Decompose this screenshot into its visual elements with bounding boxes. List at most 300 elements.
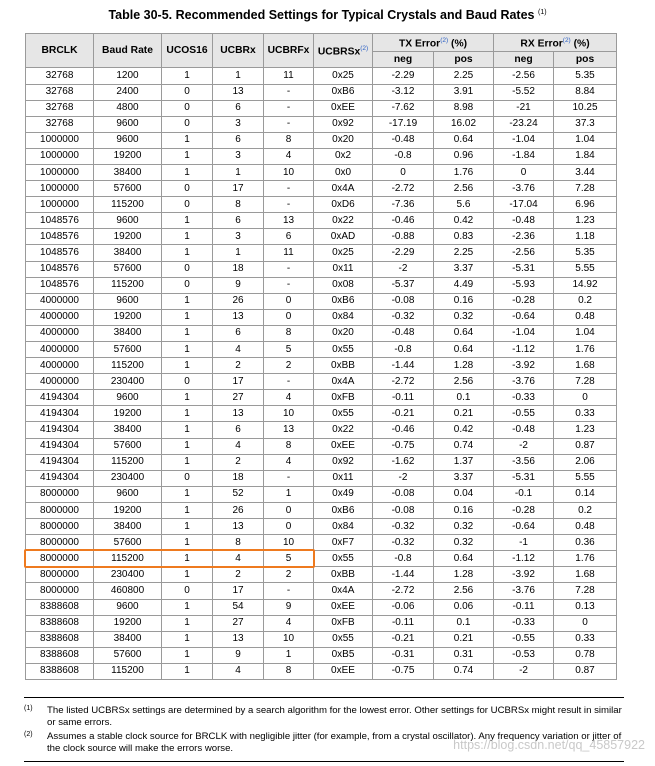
cell-ucbrx: 52 (213, 486, 264, 502)
header-ucos16: UCOS16 (162, 34, 213, 68)
table-row (26, 213, 617, 229)
cell-ucos16: 1 (162, 132, 213, 148)
cell-tx-neg: -0.11 (373, 615, 434, 631)
cell-brclk: 8388608 (26, 647, 94, 663)
cell-ucbrx: 3 (213, 148, 264, 164)
cell-ucbrsx: 0xAD (314, 229, 373, 245)
cell-ucbrfx: 10 (264, 631, 314, 647)
cell-rx-neg: -0.55 (494, 406, 554, 422)
header-tx-error-unit: (%) (451, 38, 468, 50)
cell-baud-rate: 57600 (94, 647, 162, 663)
cell-ucbrx: 13 (213, 309, 264, 325)
cell-tx-neg: -0.75 (373, 663, 434, 679)
cell-ucbrfx: 0 (264, 309, 314, 325)
cell-brclk: 8388608 (26, 663, 94, 679)
cell-ucbrx: 13 (213, 406, 264, 422)
cell-baud-rate: 9600 (94, 486, 162, 502)
cell-ucos16: 1 (162, 631, 213, 647)
cell-ucbrsx: 0xEE (314, 663, 373, 679)
table-row (26, 438, 617, 454)
table-row (26, 422, 617, 438)
cell-baud-rate: 2400 (94, 84, 162, 100)
table-row (26, 181, 617, 197)
cell-ucos16: 1 (162, 309, 213, 325)
cell-tx-neg: -2.72 (373, 374, 434, 390)
cell-tx-pos: 0.21 (434, 406, 494, 422)
cell-tx-neg: -0.32 (373, 519, 434, 535)
cell-ucbrx: 4 (213, 438, 264, 454)
cell-ucbrsx: 0x11 (314, 261, 373, 277)
cell-ucbrx: 6 (213, 422, 264, 438)
cell-rx-neg: -1.04 (494, 325, 554, 341)
cell-ucbrfx: - (264, 197, 314, 213)
cell-ucbrx: 1 (213, 164, 264, 180)
cell-tx-neg: -17.19 (373, 116, 434, 132)
cell-brclk: 8000000 (26, 502, 94, 518)
cell-brclk: 4194304 (26, 422, 94, 438)
cell-ucos16: 1 (162, 422, 213, 438)
cell-baud-rate: 115200 (94, 358, 162, 374)
cell-tx-neg: -0.08 (373, 486, 434, 502)
cell-baud-rate: 9600 (94, 132, 162, 148)
cell-rx-neg: -3.76 (494, 181, 554, 197)
cell-rx-pos: 5.35 (554, 68, 617, 84)
cell-ucbrsx: 0xB6 (314, 502, 373, 518)
cell-ucbrx: 13 (213, 84, 264, 100)
cell-ucbrfx: - (264, 116, 314, 132)
cell-tx-pos: 2.56 (434, 583, 494, 599)
cell-ucbrx: 4 (213, 342, 264, 358)
cell-tx-neg: -3.12 (373, 84, 434, 100)
header-ucbrfx: UCBRFx (264, 34, 314, 68)
cell-rx-neg: -2.56 (494, 68, 554, 84)
cell-rx-pos: 1.04 (554, 325, 617, 341)
cell-baud-rate: 230400 (94, 470, 162, 486)
cell-ucbrx: 27 (213, 390, 264, 406)
cell-ucos16: 1 (162, 535, 213, 551)
cell-ucbrfx: 1 (264, 486, 314, 502)
cell-ucos16: 0 (162, 374, 213, 390)
cell-baud-rate: 115200 (94, 663, 162, 679)
cell-rx-pos: 1.68 (554, 358, 617, 374)
cell-tx-pos: 0.32 (434, 535, 494, 551)
cell-rx-neg: -1.84 (494, 148, 554, 164)
cell-ucbrsx: 0x2 (314, 148, 373, 164)
table-row (26, 293, 617, 309)
cell-ucbrsx: 0xEE (314, 599, 373, 615)
cell-rx-neg: -2 (494, 663, 554, 679)
cell-baud-rate: 19200 (94, 229, 162, 245)
cell-tx-neg: -0.8 (373, 148, 434, 164)
cell-baud-rate: 38400 (94, 519, 162, 535)
footnote-1-mark: (1) (24, 705, 33, 712)
cell-ucbrsx: 0xFB (314, 615, 373, 631)
baud-rate-table (25, 33, 617, 680)
cell-rx-neg: -5.31 (494, 261, 554, 277)
cell-tx-pos: 1.76 (434, 164, 494, 180)
cell-rx-neg: -3.92 (494, 358, 554, 374)
cell-ucbrfx: - (264, 100, 314, 116)
cell-rx-pos: 0.2 (554, 293, 617, 309)
cell-ucbrfx: 10 (264, 406, 314, 422)
cell-ucbrfx: 5 (264, 551, 314, 567)
cell-rx-neg: -3.56 (494, 454, 554, 470)
cell-tx-pos: 0.32 (434, 309, 494, 325)
cell-baud-rate: 19200 (94, 406, 162, 422)
cell-brclk: 1000000 (26, 197, 94, 213)
table-row (26, 647, 617, 663)
cell-rx-neg: -0.48 (494, 422, 554, 438)
cell-ucbrsx: 0x4A (314, 374, 373, 390)
cell-tx-pos: 0.16 (434, 293, 494, 309)
cell-brclk: 4194304 (26, 390, 94, 406)
header-rx-error (494, 34, 617, 52)
cell-ucbrsx: 0x11 (314, 470, 373, 486)
cell-rx-pos: 8.84 (554, 84, 617, 100)
cell-brclk: 1000000 (26, 132, 94, 148)
cell-ucbrfx: 6 (264, 229, 314, 245)
cell-rx-pos: 0.2 (554, 502, 617, 518)
cell-ucos16: 1 (162, 325, 213, 341)
cell-ucbrx: 9 (213, 647, 264, 663)
cell-ucbrfx: 13 (264, 213, 314, 229)
cell-brclk: 1048576 (26, 277, 94, 293)
table-row (26, 100, 617, 116)
cell-baud-rate: 57600 (94, 181, 162, 197)
cell-tx-pos: 0.1 (434, 615, 494, 631)
cell-tx-neg: -2.29 (373, 68, 434, 84)
cell-rx-pos: 0.87 (554, 438, 617, 454)
cell-tx-neg: -1.62 (373, 454, 434, 470)
cell-ucbrx: 18 (213, 261, 264, 277)
cell-rx-pos: 1.84 (554, 148, 617, 164)
cell-ucbrfx: 8 (264, 325, 314, 341)
cell-rx-pos: 5.35 (554, 245, 617, 261)
table-row (26, 261, 617, 277)
cell-rx-neg: -1.12 (494, 551, 554, 567)
cell-baud-rate: 9600 (94, 293, 162, 309)
cell-tx-pos: 0.1 (434, 390, 494, 406)
cell-ucbrfx: 0 (264, 519, 314, 535)
cell-baud-rate: 57600 (94, 342, 162, 358)
cell-tx-pos: 0.64 (434, 325, 494, 341)
cell-tx-pos: 2.56 (434, 374, 494, 390)
footnote-1-text: The listed UCBRSx settings are determined by a search algorithm for the lowest error. Other settings for UCBRSx might result in similar or same errors. (47, 705, 622, 728)
cell-brclk: 8000000 (26, 551, 94, 567)
cell-rx-pos: 1.04 (554, 132, 617, 148)
cell-brclk: 8388608 (26, 599, 94, 615)
cell-tx-neg: -0.08 (373, 293, 434, 309)
cell-ucbrfx: 8 (264, 132, 314, 148)
table-row (26, 164, 617, 180)
cell-rx-neg: -21 (494, 100, 554, 116)
header-tx-error-ref: (2) (440, 37, 449, 44)
cell-tx-neg: -0.48 (373, 325, 434, 341)
cell-ucbrx: 6 (213, 325, 264, 341)
cell-tx-pos: 0.64 (434, 551, 494, 567)
cell-ucbrx: 6 (213, 132, 264, 148)
cell-brclk: 8000000 (26, 486, 94, 502)
cell-tx-pos: 0.42 (434, 213, 494, 229)
header-rx-error-ref: (2) (562, 37, 571, 44)
cell-ucbrsx: 0x55 (314, 342, 373, 358)
table-row (26, 519, 617, 535)
cell-baud-rate: 9600 (94, 599, 162, 615)
cell-ucbrsx: 0xF7 (314, 535, 373, 551)
footnote-divider (24, 697, 624, 698)
cell-ucos16: 1 (162, 390, 213, 406)
cell-baud-rate: 19200 (94, 148, 162, 164)
cell-ucbrx: 4 (213, 663, 264, 679)
table-row (26, 615, 617, 631)
cell-ucos16: 1 (162, 148, 213, 164)
cell-rx-neg: -3.76 (494, 583, 554, 599)
cell-ucbrfx: - (264, 277, 314, 293)
table-row (26, 454, 617, 470)
cell-brclk: 32768 (26, 68, 94, 84)
cell-baud-rate: 460800 (94, 583, 162, 599)
cell-ucbrfx: 5 (264, 342, 314, 358)
cell-rx-neg: -0.48 (494, 213, 554, 229)
cell-rx-pos: 37.3 (554, 116, 617, 132)
cell-brclk: 4000000 (26, 374, 94, 390)
cell-ucbrx: 6 (213, 213, 264, 229)
cell-brclk: 4194304 (26, 406, 94, 422)
cell-rx-neg: -0.55 (494, 631, 554, 647)
cell-rx-pos: 1.76 (554, 551, 617, 567)
cell-ucbrx: 17 (213, 583, 264, 599)
cell-ucos16: 0 (162, 181, 213, 197)
table-row (26, 599, 617, 615)
cell-tx-pos: 0.04 (434, 486, 494, 502)
cell-ucbrfx: 8 (264, 663, 314, 679)
cell-brclk: 1048576 (26, 213, 94, 229)
cell-rx-neg: -5.93 (494, 277, 554, 293)
cell-ucbrsx: 0x0 (314, 164, 373, 180)
bottom-divider (24, 761, 624, 762)
cell-brclk: 8000000 (26, 519, 94, 535)
cell-ucos16: 1 (162, 164, 213, 180)
table-row (26, 342, 617, 358)
cell-brclk: 4000000 (26, 325, 94, 341)
cell-ucos16: 1 (162, 406, 213, 422)
cell-rx-pos: 0 (554, 390, 617, 406)
cell-rx-pos: 1.76 (554, 342, 617, 358)
cell-ucos16: 1 (162, 502, 213, 518)
cell-ucbrsx: 0xEE (314, 438, 373, 454)
cell-rx-pos: 0.14 (554, 486, 617, 502)
cell-tx-neg: -0.48 (373, 132, 434, 148)
cell-ucbrfx: - (264, 84, 314, 100)
cell-rx-neg: -0.33 (494, 390, 554, 406)
cell-ucbrsx: 0x55 (314, 631, 373, 647)
cell-ucos16: 1 (162, 567, 213, 583)
cell-ucbrx: 26 (213, 293, 264, 309)
cell-tx-neg: -7.36 (373, 197, 434, 213)
cell-baud-rate: 115200 (94, 551, 162, 567)
table-row (26, 116, 617, 132)
cell-tx-neg: -0.8 (373, 551, 434, 567)
cell-brclk: 32768 (26, 116, 94, 132)
cell-rx-neg: -0.28 (494, 293, 554, 309)
cell-ucbrsx: 0x20 (314, 325, 373, 341)
cell-baud-rate: 57600 (94, 535, 162, 551)
cell-rx-neg: -2.56 (494, 245, 554, 261)
cell-ucbrfx: 4 (264, 148, 314, 164)
cell-tx-neg: -2.29 (373, 245, 434, 261)
cell-baud-rate: 38400 (94, 245, 162, 261)
cell-ucbrsx: 0xBB (314, 358, 373, 374)
header-rx-neg: neg (494, 52, 554, 68)
cell-ucbrfx: 8 (264, 438, 314, 454)
cell-baud-rate: 19200 (94, 309, 162, 325)
cell-tx-neg: 0 (373, 164, 434, 180)
cell-ucbrfx: 4 (264, 454, 314, 470)
cell-baud-rate: 38400 (94, 325, 162, 341)
cell-brclk: 8388608 (26, 615, 94, 631)
cell-rx-neg: -23.24 (494, 116, 554, 132)
cell-baud-rate: 38400 (94, 164, 162, 180)
cell-tx-pos: 0.06 (434, 599, 494, 615)
table-row (26, 358, 617, 374)
cell-ucbrfx: - (264, 261, 314, 277)
cell-ucos16: 1 (162, 663, 213, 679)
cell-tx-pos: 0.64 (434, 342, 494, 358)
cell-tx-neg: -5.37 (373, 277, 434, 293)
cell-tx-neg: -0.21 (373, 406, 434, 422)
cell-ucbrx: 13 (213, 631, 264, 647)
header-rx-error-label: RX Error (520, 38, 563, 50)
footnote-2-text: Assumes a stable clock source for BRCLK with negligible jitter (for example, from a crystal oscillator). Any frequency variation or jitter of the clock source will make the errors worse. (47, 731, 622, 754)
cell-baud-rate: 19200 (94, 615, 162, 631)
cell-rx-neg: -3.76 (494, 374, 554, 390)
cell-rx-pos: 0.78 (554, 647, 617, 663)
cell-ucbrx: 3 (213, 116, 264, 132)
table-row (26, 68, 617, 84)
table-row (26, 374, 617, 390)
cell-ucbrsx: 0x84 (314, 309, 373, 325)
cell-rx-neg: -0.11 (494, 599, 554, 615)
table-row (26, 229, 617, 245)
cell-ucbrfx: 2 (264, 358, 314, 374)
cell-brclk: 1000000 (26, 164, 94, 180)
cell-tx-neg: -0.08 (373, 502, 434, 518)
cell-rx-neg: -1 (494, 535, 554, 551)
cell-ucos16: 0 (162, 583, 213, 599)
cell-ucbrfx: 13 (264, 422, 314, 438)
cell-rx-pos: 0 (554, 615, 617, 631)
cell-baud-rate: 115200 (94, 277, 162, 293)
cell-tx-pos: 5.6 (434, 197, 494, 213)
table-title-text: Table 30-5. Recommended Settings for Typical Crystals and Baud Rates (108, 8, 535, 22)
cell-tx-pos: 2.25 (434, 245, 494, 261)
cell-rx-pos: 0.33 (554, 631, 617, 647)
cell-tx-pos: 3.37 (434, 261, 494, 277)
cell-ucbrsx: 0x20 (314, 132, 373, 148)
cell-rx-pos: 7.28 (554, 374, 617, 390)
cell-rx-neg: -0.1 (494, 486, 554, 502)
cell-brclk: 1048576 (26, 261, 94, 277)
cell-tx-pos: 0.31 (434, 647, 494, 663)
cell-tx-pos: 0.32 (434, 519, 494, 535)
cell-tx-pos: 3.37 (434, 470, 494, 486)
cell-tx-neg: -2.72 (373, 181, 434, 197)
table-row (26, 486, 617, 502)
cell-tx-neg: -1.44 (373, 567, 434, 583)
cell-ucbrfx: - (264, 470, 314, 486)
cell-tx-pos: 0.74 (434, 438, 494, 454)
header-ucbrsx-ref: (2) (360, 45, 369, 52)
cell-ucbrfx: - (264, 374, 314, 390)
cell-rx-pos: 1.23 (554, 422, 617, 438)
cell-ucbrfx: 0 (264, 502, 314, 518)
cell-ucos16: 1 (162, 454, 213, 470)
cell-ucbrsx: 0x4A (314, 583, 373, 599)
cell-ucbrsx: 0xD6 (314, 197, 373, 213)
cell-ucos16: 1 (162, 213, 213, 229)
cell-ucbrx: 9 (213, 277, 264, 293)
cell-ucbrfx: 9 (264, 599, 314, 615)
cell-baud-rate: 115200 (94, 197, 162, 213)
cell-ucbrfx: - (264, 181, 314, 197)
cell-ucbrsx: 0x55 (314, 551, 373, 567)
cell-ucbrx: 2 (213, 567, 264, 583)
cell-rx-pos: 7.28 (554, 583, 617, 599)
cell-rx-neg: -0.64 (494, 519, 554, 535)
cell-rx-pos: 0.48 (554, 309, 617, 325)
cell-tx-neg: -2 (373, 261, 434, 277)
cell-tx-pos: 8.98 (434, 100, 494, 116)
cell-baud-rate: 9600 (94, 116, 162, 132)
cell-brclk: 4000000 (26, 309, 94, 325)
cell-baud-rate: 57600 (94, 438, 162, 454)
cell-ucos16: 1 (162, 519, 213, 535)
cell-rx-pos: 1.18 (554, 229, 617, 245)
cell-tx-pos: 0.16 (434, 502, 494, 518)
cell-ucbrfx: 11 (264, 68, 314, 84)
cell-ucbrfx: 0 (264, 293, 314, 309)
cell-brclk: 1048576 (26, 229, 94, 245)
cell-ucbrx: 1 (213, 68, 264, 84)
cell-brclk: 4000000 (26, 293, 94, 309)
table-row (26, 132, 617, 148)
cell-tx-neg: -0.88 (373, 229, 434, 245)
header-ucbrsx-label: UCBRSx (317, 46, 361, 58)
cell-ucos16: 1 (162, 293, 213, 309)
cell-ucos16: 0 (162, 100, 213, 116)
cell-tx-pos: 0.74 (434, 663, 494, 679)
cell-baud-rate: 38400 (94, 422, 162, 438)
cell-tx-neg: -0.75 (373, 438, 434, 454)
cell-ucos16: 1 (162, 615, 213, 631)
table-row (26, 406, 617, 422)
cell-brclk: 4000000 (26, 342, 94, 358)
cell-rx-neg: -0.64 (494, 309, 554, 325)
cell-ucbrfx: 4 (264, 390, 314, 406)
cell-ucos16: 1 (162, 647, 213, 663)
cell-rx-neg: -5.52 (494, 84, 554, 100)
cell-tx-pos: 0.83 (434, 229, 494, 245)
cell-ucbrx: 2 (213, 358, 264, 374)
cell-ucbrsx: 0xEE (314, 100, 373, 116)
cell-tx-neg: -2 (373, 470, 434, 486)
cell-rx-neg: 0 (494, 164, 554, 180)
table-row (26, 197, 617, 213)
cell-ucbrsx: 0x25 (314, 68, 373, 84)
cell-ucbrfx: 10 (264, 535, 314, 551)
cell-rx-pos: 1.23 (554, 213, 617, 229)
cell-baud-rate: 4800 (94, 100, 162, 116)
